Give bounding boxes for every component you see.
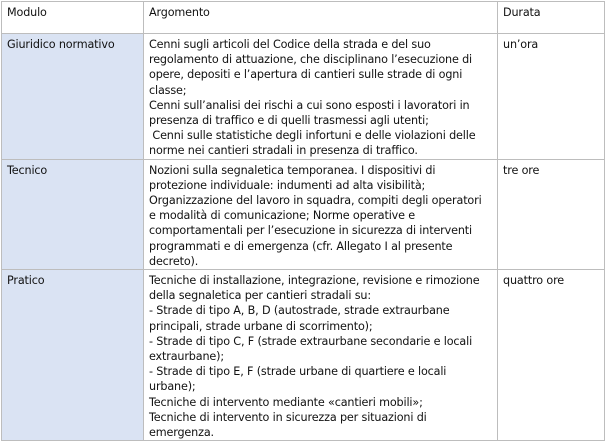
topic-line: presenza di traffico e di quelli trasmessi agli utenti; <box>149 114 429 128</box>
topic-line: classe; <box>149 83 187 97</box>
duration-cell: tre ore <box>498 159 605 269</box>
module-cell: Pratico <box>2 270 144 441</box>
topic-line: emergenza. <box>149 426 214 440</box>
topic-line: della segnaletica per cantieri stradali su: <box>149 289 371 303</box>
header-durata: Durata <box>498 2 605 34</box>
topic-line: norme nei cantieri stradali in presenza di traffico. <box>149 144 418 158</box>
header-row <box>2 2 605 34</box>
topic-cell <box>144 159 498 269</box>
module-cell: Giuridico normativo <box>2 34 144 160</box>
topic-line: Cenni sulle statistiche degli infortuni e delle violazioni delle <box>149 129 476 143</box>
topic-line: opere, depositi e l’apertura di cantieri sulle strade di ogni <box>149 68 463 82</box>
topic-line: - Strade di tipo A, B, D (autostrade, strade extraurbane <box>149 304 450 318</box>
topic-cell <box>144 34 498 160</box>
duration-cell: quattro ore <box>498 270 605 441</box>
topic-line: - Strade di tipo E, F (strade urbane di quartiere e locali <box>149 365 447 379</box>
header-argomento: Argomento <box>144 2 498 34</box>
table-row <box>2 270 605 441</box>
topic-line: Tecniche di intervento mediante «cantieri mobili»; <box>149 395 423 409</box>
topic-line: protezione individuale: indumenti ad alta visibilità; <box>149 178 426 192</box>
table-row <box>2 159 605 269</box>
topic-line: Tecniche di intervento in sicurezza per situazioni di <box>149 410 427 424</box>
training-modules-table <box>1 1 605 441</box>
topic-cell <box>144 270 498 441</box>
table-row <box>2 34 605 160</box>
topic-line: principali, strade urbane di scorrimento); <box>149 319 373 333</box>
topic-line: Cenni sugli articoli del Codice della strada e del suo <box>149 38 431 51</box>
topic-line: Tecniche di installazione, integrazione, revisione e rimozione <box>149 274 480 288</box>
topic-line: comportamentali per l’esecuzione in sicurezza di interventi <box>149 224 472 238</box>
topic-line: urbane); <box>149 380 196 394</box>
header-modulo: Modulo <box>2 2 144 34</box>
duration-cell: un’ora <box>498 34 605 160</box>
topic-line: e modalità di comunicazione; Norme operative e <box>149 209 416 223</box>
topic-line: Nozioni sulla segnaletica temporanea. I dispositivi di <box>149 163 436 177</box>
topic-line: decreto). <box>149 254 199 268</box>
topic-line: programmati e di emergenza (cfr. Allegato I al presente <box>149 239 453 253</box>
topic-line: regolamento di attuazione, che disciplinano l’esecuzione di <box>149 53 473 67</box>
topic-line: - Strade di tipo C, F (strade extraurbane secondarie e locali <box>149 334 473 348</box>
module-cell: Tecnico <box>2 159 144 269</box>
topic-line: Cenni sull’analisi dei rischi a cui sono esposti i lavoratori in <box>149 98 470 112</box>
topic-line: extraurbane); <box>149 350 224 364</box>
topic-line: Organizzazione del lavoro in squadra, compiti degli operatori <box>149 194 482 208</box>
